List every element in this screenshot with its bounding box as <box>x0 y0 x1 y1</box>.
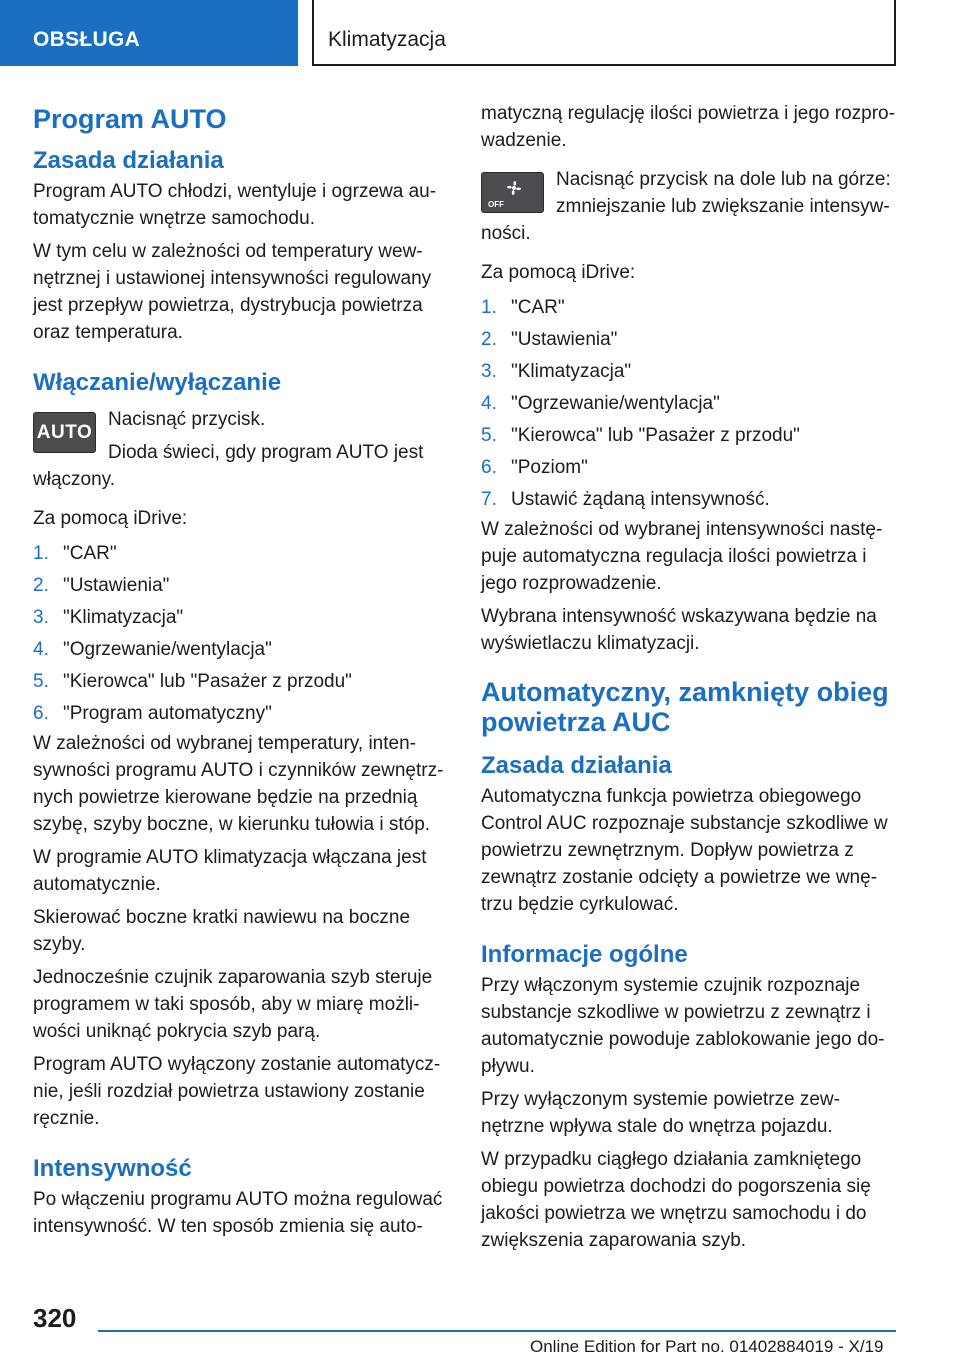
list-text: "Kierowca" lub "Pasażer z przodu" <box>63 671 352 692</box>
footer-divider <box>98 1330 896 1332</box>
idrive-intro: Za pomocą iDrive: <box>33 508 188 529</box>
paragraph: Nacisnąć przycisk na dole lub na górze: zmniejszanie lub zwiększanie intensyw-ności. <box>481 169 891 244</box>
auto-button-icon-label: AUTO <box>36 422 93 443</box>
list-number: 6. <box>481 457 497 478</box>
chapter-title: Klimatyzacja <box>328 28 446 51</box>
idrive-intro: Za pomocą iDrive: <box>481 262 636 283</box>
chapter-header <box>312 0 896 66</box>
list-number: 3. <box>481 361 497 382</box>
list-text: "Ogrzewanie/wentylacja" <box>511 393 720 414</box>
subheading-intensity: Intensywność <box>33 1155 192 1182</box>
list-text: "Kierowca" lub "Pasażer z przodu" <box>511 425 800 446</box>
list-number: 5. <box>33 671 49 692</box>
auto-button-icon <box>33 412 96 453</box>
list-text: "Klimatyzacja" <box>63 607 184 628</box>
list-item <box>481 356 901 388</box>
subheading-on-off: Włączanie/wyłączanie <box>33 369 282 396</box>
section-title-auc: Automatyczny, zamknięty obieg powietrza AUC <box>481 677 889 737</box>
paragraph: W zależności od wybranej intensywności nastę-puje automatyczna regulacja ilości powietrza i jego rozprowadzenie. <box>481 519 883 594</box>
paragraph: Przy włączonym systemie czujnik rozpoznaje substancje szkodliwe w powietrzu z zewnątrz i automatycznie powoduje zablokowanie jego do-pływu. <box>481 975 885 1077</box>
list-number: 2. <box>481 329 497 350</box>
list-text: "CAR" <box>511 297 565 318</box>
paragraph: W przypadku ciągłego działania zamkniętego obiegu powietrza dochodzi do pogorszenia się jakości powietrza we wnętrzu samochodu i do zwiększenia zaparowania szyb. <box>481 1149 871 1251</box>
list-number: 3. <box>33 607 49 628</box>
paragraph: W tym celu w zależności od temperatury wew-nętrznej i ustawionej intensywności regulowany jest przepływ powietrza, dystrybucja powietrza oraz temperatura. <box>33 241 432 343</box>
paragraph: Program AUTO wyłączony zostanie automatycz-nie, jeśli rozdział powietrza ustawiony zostanie ręcznie. <box>33 1054 441 1129</box>
auto-button-block <box>33 406 453 493</box>
list-number: 4. <box>481 393 497 414</box>
paragraph: W programie AUTO klimatyzacja włączana jest automatycznie. <box>33 847 427 895</box>
steps-list-left <box>33 538 453 730</box>
paragraph: Nacisnąć przycisk. <box>108 409 266 430</box>
list-item <box>481 484 901 516</box>
page-number: 320 <box>33 1303 77 1333</box>
list-text: "CAR" <box>63 543 117 564</box>
list-text: "Ustawienia" <box>511 329 618 350</box>
fan-button-icon <box>481 172 544 213</box>
paragraph: Program AUTO chłodzi, wentyluje i ogrzewa au-tomatycznie wnętrze samochodu. <box>33 181 437 229</box>
subheading-general: Informacje ogólne <box>481 941 688 968</box>
list-item <box>481 452 901 484</box>
fan-off-label: OFF <box>488 200 504 209</box>
paragraph: Skierować boczne kratki nawiewu na boczne szyby. <box>33 907 411 955</box>
list-item <box>481 324 901 356</box>
section-title-program-auto: Program AUTO <box>33 104 227 134</box>
list-item <box>33 666 453 698</box>
list-text: "Ustawienia" <box>63 575 170 596</box>
list-text: "Program automatyczny" <box>63 703 272 724</box>
steps-list-right <box>481 292 901 516</box>
paragraph: Automatyczna funkcja powietrza obiegowego Control AUC rozpoznaje substancje szkodliwe w powietrzu zewnętrznym. Dopływ powietrza z zewnątrz zostanie odcięty a powietrze we wnę-trzu będzie cyrkulować. <box>481 786 888 915</box>
right-column <box>481 100 901 1254</box>
paragraph: Po włączeniu programu AUTO można regulować intensywność. W ten sposób zmienia się auto- <box>33 1189 443 1237</box>
list-text: "Ogrzewanie/wentylacja" <box>63 639 272 660</box>
fan-icon <box>502 176 526 200</box>
paragraph: W zależności od wybranej temperatury, inten-sywności programu AUTO i czynników zewnętrz-nych powietrze kierowane będzie na przednią szybę, szyby boczne, w kierunku tułowia i stóp. <box>33 733 444 835</box>
section-tab <box>0 0 298 66</box>
list-number: 4. <box>33 639 49 660</box>
subheading-principle: Zasada działania <box>481 752 672 779</box>
list-item <box>33 634 453 666</box>
list-number: 1. <box>33 543 49 564</box>
subheading-principle: Zasada działania <box>33 147 224 174</box>
list-item <box>481 420 901 452</box>
list-text: "Poziom" <box>511 457 588 478</box>
list-item <box>481 292 901 324</box>
paragraph: Przy wyłączonym systemie powietrze zew-nętrzne wpływa stale do wnętrza pojazdu. <box>481 1089 840 1137</box>
paragraph: Wybrana intensywność wskazywana będzie na wyświetlaczu klimatyzacji. <box>481 606 877 654</box>
list-item <box>33 698 453 730</box>
list-item <box>33 570 453 602</box>
page-header <box>0 0 960 66</box>
fan-button-block <box>481 166 901 247</box>
list-item <box>33 538 453 570</box>
list-number: 2. <box>33 575 49 596</box>
list-number: 5. <box>481 425 497 446</box>
section-tab-label: OBSŁUGA <box>33 28 141 51</box>
list-number: 7. <box>481 489 497 510</box>
list-number: 6. <box>33 703 49 724</box>
list-text: Ustawić żądaną intensywność. <box>511 489 770 510</box>
left-column <box>33 100 453 1240</box>
list-number: 1. <box>481 297 497 318</box>
list-item <box>33 602 453 634</box>
paragraph: Jednocześnie czujnik zaparowania szyb steruje programem w taki sposób, aby w miarę możli-wości uniknąć pokrycia szyb parą. <box>33 967 433 1042</box>
list-text: "Klimatyzacja" <box>511 361 632 382</box>
footer-edition: Online Edition for Part no. 01402884019 - X/19 <box>530 1337 884 1356</box>
list-item <box>481 388 901 420</box>
paragraph: Dioda świeci, gdy program AUTO jest włączony. <box>33 442 424 490</box>
paragraph: matyczną regulację ilości powietrza i jego rozpro-wadzenie. <box>481 103 895 151</box>
